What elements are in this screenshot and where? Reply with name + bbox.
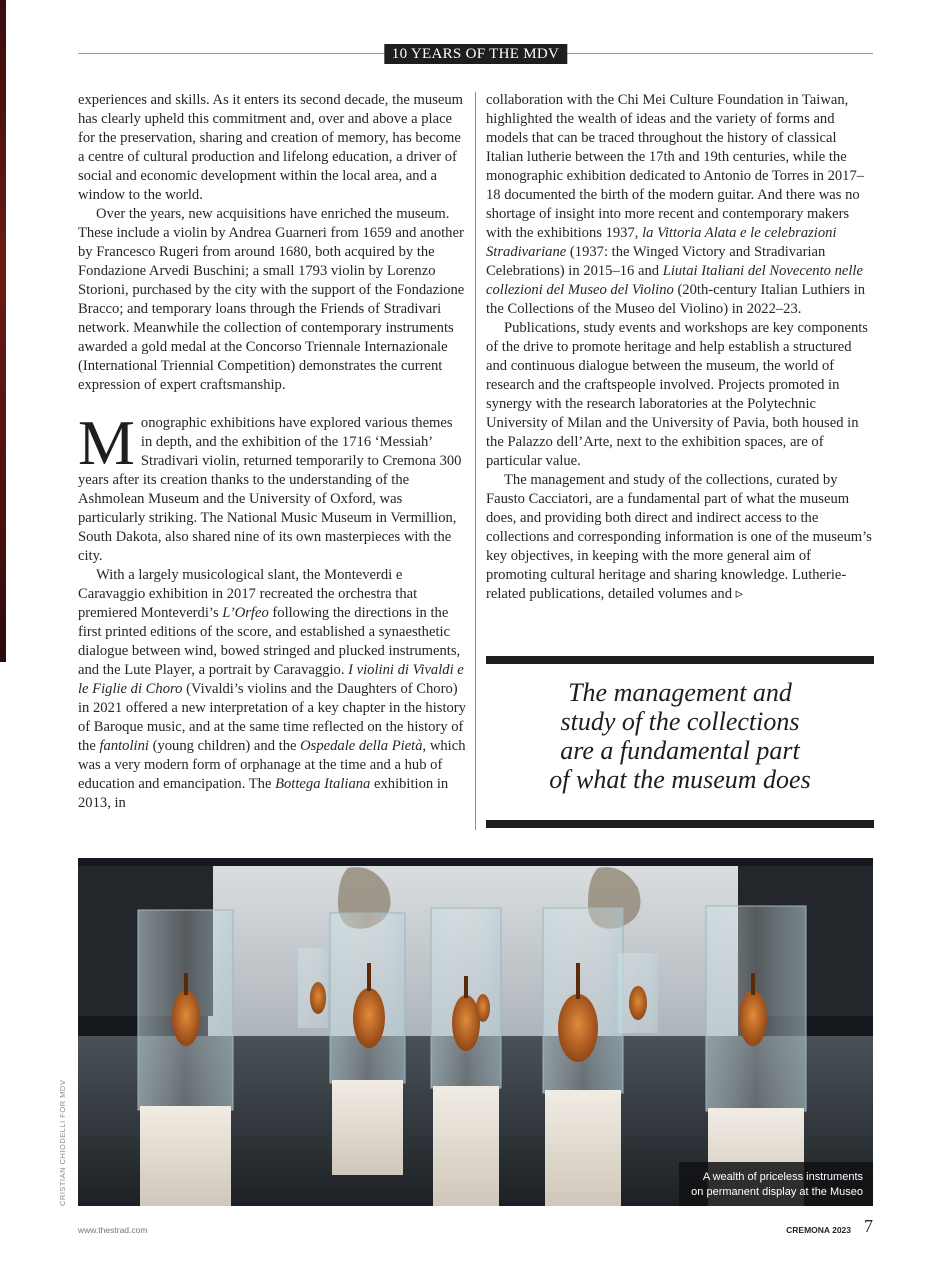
pull-quote <box>486 656 874 828</box>
right-paragraph-3 <box>486 471 874 604</box>
italic-term: fantolini <box>99 738 149 754</box>
pull-quote-top-bar <box>486 656 874 664</box>
text-run: With a largely musicological slant, the Monteverdi e Caravaggio exhibition in 2017 recreated the orchestra that premiered Monteverdi’s <box>78 567 418 621</box>
page-number: 7 <box>864 1216 873 1236</box>
text-run: (1937: the Winged Victory and Stradivarian Celebrations) in 2015–16 and <box>486 244 826 279</box>
text-run: following the directions in the first printed editions of the score, and established a synaesthetic dialogue between wind, bowed stringed and plucked instruments, and the Lute Player, a portrait by Caravaggio. <box>78 605 461 678</box>
italic-term: Ospedale della Pietà <box>300 738 423 754</box>
pull-quote-text <box>496 678 864 794</box>
left-column <box>78 91 466 813</box>
pull-quote-line: study of the collections <box>560 707 800 736</box>
text-run: (Vivaldi’s violins and the Daughters of Choro) in 2021 offered a new interpretation of a key chapter in the history of Baroque music, and at the same time reflected on the history of the <box>78 681 466 754</box>
left-paragraph-3-text: onographic exhibitions have explored various themes in depth, and the exhibition of the 1716 ‘Messiah’ Stradivari violin, returned temporarily to Cremona 300 years after its creation thanks to the understanding of the Ashmolean Museum and the University of Oxford, was particularly striking. The National Music Museum in Vermillion, South Dakota, also shared nine of its own masterpieces with the city. <box>78 415 462 564</box>
pull-quote-bottom-bar <box>486 820 874 828</box>
drop-cap: M <box>78 407 135 478</box>
pull-quote-line: The management and <box>568 678 792 707</box>
footer-url: www.thestrad.com <box>78 1225 148 1235</box>
pull-quote-line: are a fundamental part <box>560 736 800 765</box>
italic-title: I violini di Vivaldi e le Figlie di Choro <box>78 662 464 697</box>
italic-title: la Vittoria Alata e le celebrazioni Stradivariane <box>486 225 837 260</box>
museum-photo <box>78 858 873 1206</box>
text-run: (young children) and the <box>148 738 301 754</box>
continue-arrow-icon: ▹ <box>735 586 743 602</box>
pull-quote-line: of what the museum does <box>549 765 811 794</box>
text-run: (20th-century Italian Luthiers in the Collections of the Museo del Violino) in 2022–23. <box>486 282 866 317</box>
museum-display-image <box>78 858 873 1206</box>
left-paragraph-1: experiences and skills. As it enters its second decade, the museum has clearly upheld this commitment and, over and above a place for the preservation, sharing and creation of memory, has become a centre of cultural production and lifelong education, a driver of social and economic development within the local area, and a window to the world. <box>78 92 464 203</box>
column-divider <box>475 92 476 830</box>
text-run: collaboration with the Chi Mei Culture Foundation in Taiwan, highlighted the wealth of ideas and the variety of forms and models that can be traced throughout the history of classical Italian lutherie between the 17th and 19th centuries, while the monographic exhibition dedicated to Antonio de Torres in 2017–18 documented the birth of the modern guitar. And there was no shortage of insight into more recent and contemporary makers with the exhibitions 1937, <box>486 92 865 241</box>
footer-issue: CREMONA 2023 <box>786 1225 851 1235</box>
text-run: The management and study of the collections, curated by Fausto Cacciatori, are a fundamental part of what the museum does, and providing both direct and indirect access to the collections and corresponding information is one of the museum’s key objectives, in keeping with the more general aim of promoting cultural heritage and sharing knowledge. Lutherie-related publications, detailed volumes and <box>486 472 872 602</box>
italic-title: L’Orfeo <box>222 605 269 621</box>
page-edge-strip <box>0 0 6 662</box>
right-column <box>486 91 874 604</box>
right-paragraph-2: Publications, study events and workshops are key components of the drive to promote heritage and help establish a structured and continuous dialogue between the museum, the world of research and the craftspeople involved. Projects promoted in synergy with the research laboratories at the Polytechnic University of Milan and the University of Pavia, both housed in the Palazzo dell’Arte, next to the exhibition spaces, are of particular value. <box>486 320 868 469</box>
photo-caption-line: on permanent display at the Museo <box>691 1186 863 1198</box>
italic-title: Bottega Italiana <box>275 776 371 792</box>
italic-title: Liutai Italiani del Novecento nelle collezioni del Museo del Violino <box>486 263 863 298</box>
right-paragraph-1 <box>486 91 874 319</box>
text-run: exhibition in 2013, in <box>78 776 449 811</box>
left-paragraph-2: Over the years, new acquisitions have enriched the museum. These include a violin by Andrea Guarneri from 1659 and another by Francesco Rugeri from around 1680, both acquired by the Fondazione Arvedi Buschini; a small 1793 violin by Lorenzo Storioni, purchased by the city with the support of the Fondazione Bracco; and temporary loans through the Friends of Stradivari network. Meanwhile the collection of contemporary instruments awarded a gold medal at the Concorso Triennale Internazionale (International Triennial Competition) demonstrates the current expression of expert craftsmanship. <box>78 206 465 393</box>
text-run: , which was a very modern form of orphanage at the time and a hub of education and emancipation. The <box>78 738 466 792</box>
left-paragraph-3 <box>78 407 466 566</box>
left-paragraph-4 <box>78 566 466 813</box>
section-header <box>78 44 873 64</box>
header-label: 10 YEARS OF THE MDV <box>384 44 567 64</box>
photo-credit: CRISTIAN CHIODELLI FOR MDV <box>58 1079 67 1206</box>
photo-caption-line: A wealth of priceless instruments <box>702 1171 863 1183</box>
photo-caption <box>679 1162 873 1206</box>
